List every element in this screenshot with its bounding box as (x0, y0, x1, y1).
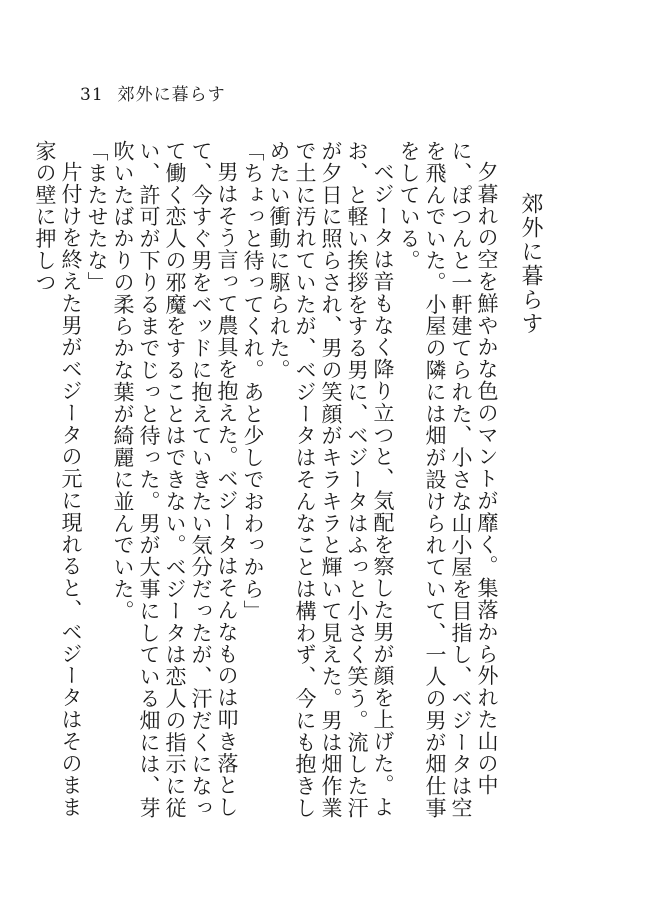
paragraph: 夕暮れの空を鮮やかな色のマントが靡く。集落から外れた山の中に、ぽつんと一軒建てられた、小さな山小屋を目指し、ベジータは空を飛んでいた。小屋の隣には畑が設けられていて、一人の男が畑仕事をしている。 (397, 140, 499, 819)
dialogue-line: 「またせたな」 (85, 140, 109, 294)
paragraph: ベジータは音もなく降り立つと、気配を察した男が顔を上げた。よお、と軽い挨拶をする男に、ベジータはふっと小さく笑う。流した汗が夕日に照らされ、男の笑顔がキラキラと輝いて見えた。男は畑作業で土に汚れていたが、ベジータはそんなことは構わず、今にも抱きしめたい衝動に駆られた。 (267, 140, 395, 819)
body-text (33, 140, 500, 820)
paragraph: 男はそう言って農具を抱えた。ベジータはそんなものは叩き落として、今すぐ男をベッドに抱えていきたい気分だったが、汗だくになって働く恋人の邪魔をすることはできない。ベジータは恋人の指示に従い、許可が下りるまでじっと待った。男が大事にしている畑には、芽吹いたばかりの柔らかな葉が綺麗に並んでいた。 (111, 140, 239, 819)
running-head (80, 80, 226, 105)
dialogue-line: 「ちょっと待ってくれ。あと少しでおわっから」 (241, 140, 265, 622)
chapter-title: 郊外に暮らす (518, 192, 543, 336)
running-head-title: 郊外に暮らす (117, 85, 226, 105)
page-number: 31 (80, 85, 104, 105)
paragraph: 片付けを終えた男がベジータの元に現れると、ベジータはそのまま家の壁に押しつ (33, 140, 83, 818)
